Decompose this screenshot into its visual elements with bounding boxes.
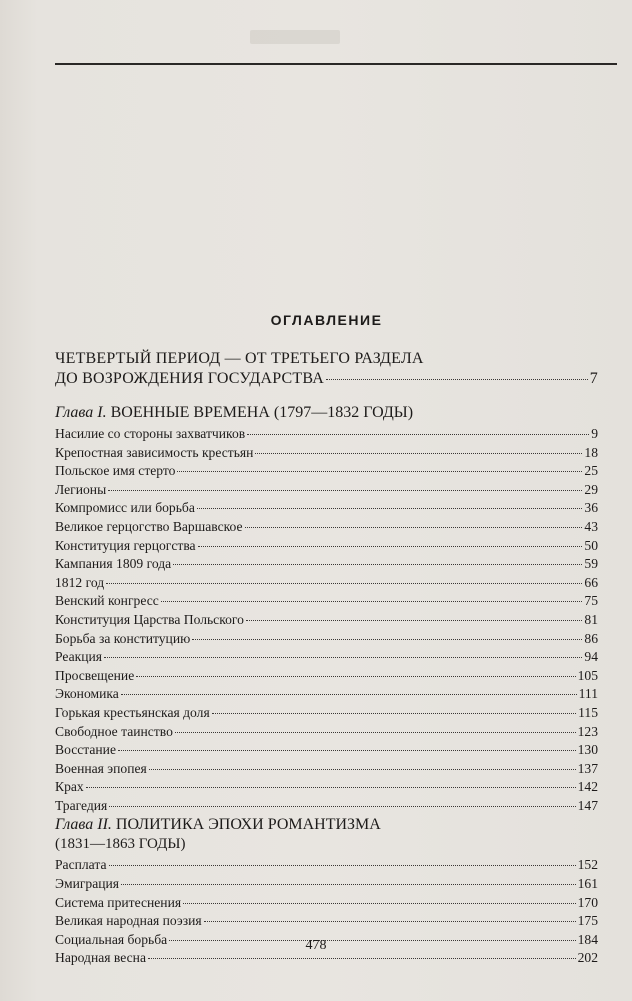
- toc-entry-page: 123: [577, 723, 598, 739]
- toc-entry-title: Борьба за конституцию: [55, 630, 191, 646]
- leader-dots: [106, 583, 582, 584]
- toc-entry-page: 202: [577, 950, 598, 966]
- show-through-header: [250, 30, 340, 44]
- toc-entry-page: 94: [584, 649, 598, 665]
- toc-entry-title: Кампания 1809 года: [55, 556, 172, 572]
- leader-dots: [183, 903, 576, 904]
- toc-entry-title: Народная весна: [55, 950, 146, 966]
- toc-entry: [55, 797, 598, 816]
- leader-dots: [121, 884, 576, 885]
- toc-entry-title: Восстание: [55, 742, 116, 758]
- toc-entry-title: Система притеснения: [55, 894, 182, 910]
- toc-entry: [55, 444, 598, 463]
- leader-dots: [246, 620, 582, 621]
- toc-entry: [55, 648, 598, 667]
- toc-entry: [55, 481, 598, 500]
- leader-dots: [149, 769, 576, 770]
- toc-entry: [55, 574, 598, 593]
- toc-entry-page: 137: [577, 760, 598, 776]
- toc-entry: [55, 704, 598, 723]
- toc-entry-title: Великая народная поэзия: [55, 913, 202, 929]
- leader-dots: [161, 601, 583, 602]
- toc-entry-title: Расплата: [55, 857, 107, 873]
- toc-entry: [55, 592, 598, 611]
- toc-entry-title: Конституция герцогства: [55, 537, 196, 553]
- toc-entry: [55, 611, 598, 630]
- toc-entry-page: 147: [577, 797, 598, 813]
- toc-entry-title: Трагедия: [55, 797, 108, 813]
- toc-entry: [55, 741, 598, 760]
- toc-entry-page: 75: [584, 593, 598, 609]
- page-number: 478: [305, 938, 327, 953]
- toc-entry: [55, 912, 598, 931]
- toc-entry-page: 81: [584, 611, 598, 627]
- toc-entry-title: Компромисс или борьба: [55, 500, 195, 516]
- leader-dots: [108, 490, 582, 491]
- leader-dots: [104, 657, 582, 658]
- toc-entry-title: Крепостная зависимость крестьян: [55, 444, 254, 460]
- chapter-1-heading: [55, 403, 598, 423]
- toc-entry-page: 161: [577, 876, 598, 892]
- chapter-1-label: Глава I.: [55, 404, 107, 421]
- toc-entry: [55, 499, 598, 518]
- toc-entry: [55, 518, 598, 537]
- leader-dots: [204, 921, 576, 922]
- leader-dots: [173, 564, 582, 565]
- chapter-2-label: Глава II.: [55, 816, 112, 834]
- toc-entry: [55, 685, 598, 704]
- toc-entry: [55, 723, 598, 742]
- chapter-1-entries: [55, 425, 598, 815]
- toc-entry-page: 50: [584, 537, 598, 553]
- chapter-2-title: ПОЛИТИКА ЭПОХИ РОМАНТИЗМА: [115, 816, 381, 834]
- toc-entry-title: Горькая крестьянская доля: [55, 704, 210, 720]
- toc-entry-title: Военная эпопея: [55, 760, 147, 776]
- toc-entry: [55, 894, 598, 913]
- toc-entry-title: Легионы: [55, 481, 107, 497]
- period-row: [55, 369, 598, 389]
- chapter-2-subtitle: (1831—1863 ГОДЫ): [55, 836, 186, 853]
- toc-entry-page: 36: [584, 500, 598, 516]
- toc-entry-title: Насилие со стороны захватчиков: [55, 426, 246, 441]
- toc-entry-page: 25: [584, 463, 598, 479]
- leader-dots: [121, 694, 577, 695]
- toc-entry-page: 130: [577, 742, 598, 758]
- period-line-2: ДО ВОЗРОЖДЕНИЯ ГОСУДАРСТВА: [55, 370, 324, 387]
- leader-dots: [86, 787, 576, 788]
- toc-entry: [55, 537, 598, 556]
- leader-dots: [198, 546, 583, 547]
- leader-dots: [109, 865, 576, 866]
- toc-entry-title: Свободное таинство: [55, 723, 173, 739]
- toc-entry-page: 184: [577, 931, 598, 947]
- toc-entry-page: 170: [577, 894, 598, 910]
- toc-entry-title: Эмиграция: [55, 876, 120, 892]
- toc-entry-title: Великое герцогство Варшавское: [55, 518, 243, 534]
- toc-title: ОГЛАВЛЕНИЕ: [270, 312, 383, 328]
- leader-dots: [326, 379, 588, 380]
- toc-entry: [55, 462, 598, 481]
- header-rule: [55, 63, 617, 65]
- toc-entry-title: Польское имя стерто: [55, 463, 176, 479]
- toc-entry-page: 9: [591, 426, 598, 441]
- toc-entry-page: 18: [584, 444, 598, 460]
- leader-dots: [118, 750, 576, 751]
- toc-entry: [55, 875, 598, 894]
- toc-entry-page: 152: [577, 857, 598, 873]
- leader-dots: [245, 527, 583, 528]
- leader-dots: [255, 453, 582, 454]
- toc-entry-page: 115: [578, 704, 598, 720]
- toc-entry: [55, 555, 598, 574]
- toc-entry-title: Венский конгресс: [55, 593, 159, 609]
- toc-entry-title: Экономика: [55, 686, 119, 702]
- chapter-1-title: ВОЕННЫЕ ВРЕМЕНА (1797—1832 ГОДЫ): [110, 404, 414, 421]
- toc-entry-title: Крах: [55, 779, 84, 795]
- toc-entry-page: 105: [577, 667, 598, 683]
- toc-entry-title: Реакция: [55, 649, 103, 665]
- table-of-contents: [55, 312, 598, 968]
- leader-dots: [136, 676, 575, 677]
- toc-entry: [55, 425, 598, 444]
- leader-dots: [197, 508, 583, 509]
- toc-entry-title: 1812 год: [55, 574, 105, 590]
- toc-entry: [55, 760, 598, 779]
- leader-dots: [148, 958, 576, 959]
- toc-entry: [55, 856, 598, 875]
- toc-entry-page: 29: [584, 481, 598, 497]
- toc-entry-title: Конституция Царства Польского: [55, 611, 244, 627]
- toc-entry-title: Просвещение: [55, 667, 135, 683]
- chapter-2-heading: [55, 815, 598, 835]
- leader-dots: [212, 713, 576, 714]
- period-line-1: ЧЕТВЕРТЫЙ ПЕРИОД — ОТ ТРЕТЬЕГО РАЗДЕЛА: [55, 350, 424, 367]
- toc-entry-page: 142: [577, 779, 598, 795]
- leader-dots: [177, 471, 582, 472]
- toc-entry: [55, 667, 598, 686]
- toc-entry: [55, 630, 598, 649]
- leader-dots: [247, 434, 589, 435]
- toc-entry-page: 175: [577, 913, 598, 929]
- leader-dots: [175, 732, 576, 733]
- toc-entry-page: 43: [584, 518, 598, 534]
- toc-entry: [55, 778, 598, 797]
- toc-entry-page: 111: [578, 686, 598, 702]
- toc-entry-title: Социальная борьба: [55, 931, 168, 947]
- leader-dots: [192, 639, 582, 640]
- toc-entry-page: 66: [584, 574, 598, 590]
- toc-entry-page: 59: [584, 556, 598, 572]
- period-heading: [55, 349, 598, 389]
- leader-dots: [109, 806, 575, 807]
- period-page: 7: [589, 370, 598, 387]
- toc-entry-page: 86: [584, 630, 598, 646]
